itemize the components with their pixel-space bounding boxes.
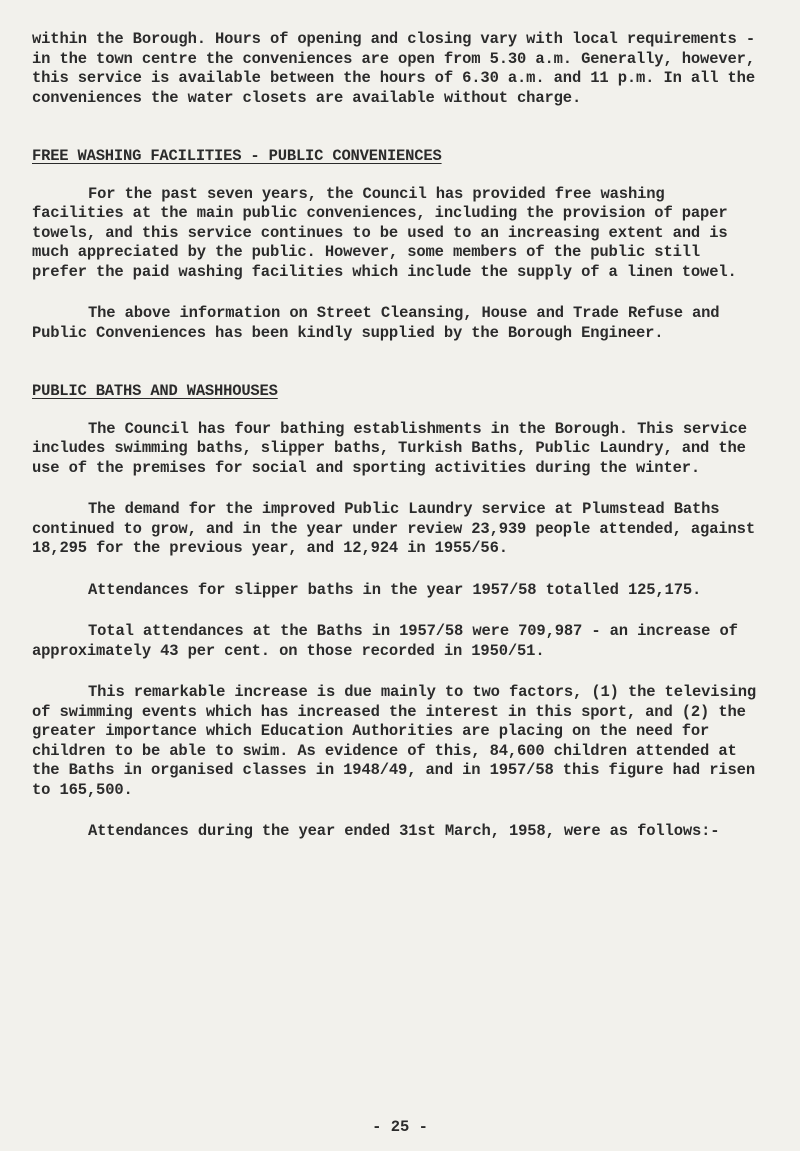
text-conveniences-hours: within the Borough. Hours of opening and closing vary with local requirements - in the town centre the conveniences are open from 5.30 a.m. Generally, however, this service is available between the hours of 6.30 a.m. and 11 p.m. In all the conveniences the water closets are available without charge. — [32, 30, 755, 107]
paragraph-attendances-intro: Attendances during the year ended 31st March, 1958, were as follows:- — [88, 822, 720, 840]
paragraph-slipper-baths: Attendances for slipper baths in the year 1957/58 totalled 125,175. — [88, 580, 702, 599]
paragraph-bathing-establishments: The Council has four bathing establishments in the Borough. This service includes swimming baths, slipper baths, Turkish Baths, Public Laundry, and the use of the premises for social and sporting activities during the winter. — [32, 419, 747, 477]
page-number: - 25 - — [372, 1118, 428, 1136]
paragraph-laundry-demand: The demand for the improved Public Laundry service at Plumstead Baths continued to grow, and in the year under review 23,939 people attended, against 18,295 for the previous year, and 12,924 in 1955/56. — [32, 500, 755, 557]
paragraph-increase-factors: This remarkable increase is due mainly to two factors, (1) the televising of swimming events which has increased the interest in this sport, and (2) the greater importance which Education Authorities are placing on the need for children to be able to swim. As evidence of this, 84,600 children attended at the Baths in organised classes in 1948/49, and in 1957/58 this figure had risen to 165,500. — [32, 683, 757, 799]
paragraph-information-source: The above information on Street Cleansing, House and Trade Refuse and Public Conveniences has been kindly supplied by the Borough Engineer. — [32, 304, 720, 342]
paragraph-free-washing: For the past seven years, the Council has provided free washing facilities at the main public conveniences, including the provision of paper towels, and this service continues to be used to an increasing extent and is much appreciated by the public. However, some members of the public still prefer the paid washing facilities which include the supply of a linen towel. — [32, 184, 737, 281]
heading-public-baths: PUBLIC BATHS AND WASHHOUSES — [32, 382, 278, 400]
heading-free-washing: FREE WASHING FACILITIES - PUBLIC CONVENIENCES — [32, 147, 442, 165]
paragraph-conveniences-hours — [32, 30, 760, 108]
paragraph-total-attendances: Total attendances at the Baths in 1957/58 were 709,987 - an increase of approximately 43 per cent. on those recorded in 1950/51. — [32, 622, 738, 660]
